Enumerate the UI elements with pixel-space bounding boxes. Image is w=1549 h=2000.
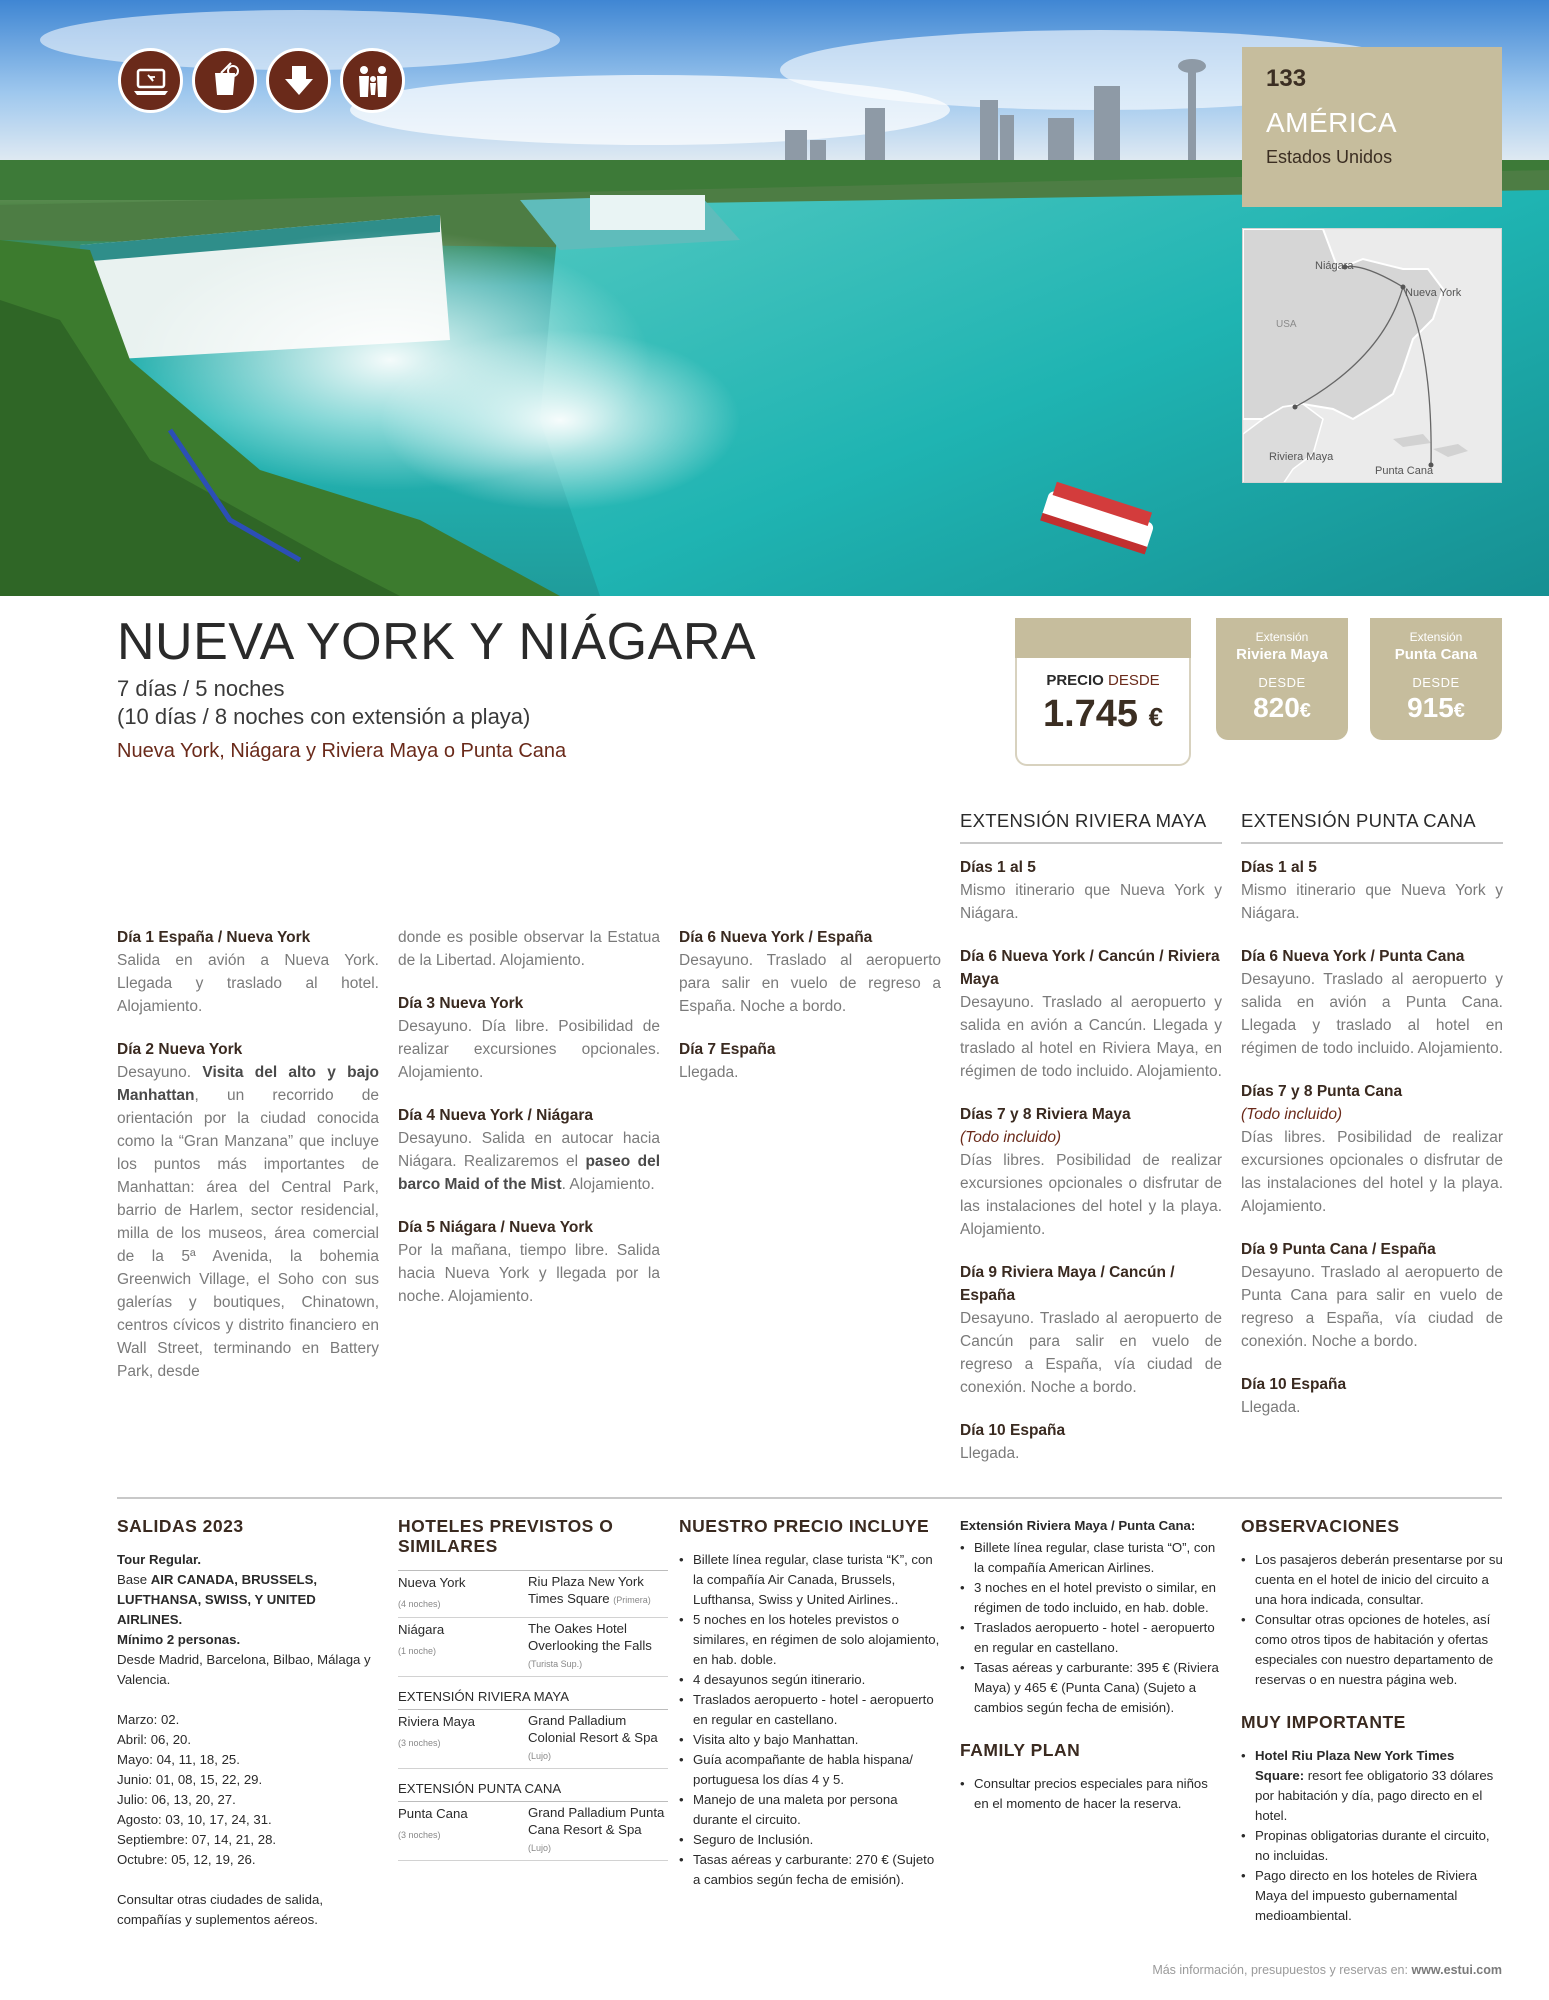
list-item: • Tasas aéreas y carburante: 395 € (Riviera Maya) y 465 € (Punta Cana) (Sujeto a cambios según fecha de emisión). [960,1658,1222,1718]
hotel-row: Niágara (1 noche) The Oakes Hotel Overlooking the Falls (Turista Sup.) [398,1618,668,1677]
list-item: • Billete línea regular, clase turista “K”, con la compañía Air Canada, Brussels, Lufthansa, Swiss y United Airlines.. [679,1550,941,1610]
hotel-row: Riviera Maya (3 noches) Grand Palladium Colonial Resort & Spa (Lujo) [398,1710,668,1769]
hotel-row: Punta Cana (3 noches) Grand Palladium Punta Cana Resort & Spa (Lujo) [398,1802,668,1861]
map-label-niagara: Niágara [1315,260,1354,272]
itinerary-day-5: Día 5 Niágara / Nueva York Por la mañana, tiempo libre. Salida hacia Nueva York y llegada por la noche. Alojamiento. [398,1219,660,1305]
route: Nueva York, Niágara y Riviera Maya o Punta Cana [117,740,567,762]
itinerary-day-6: Día 6 Nueva York / España Desayuno. Traslado al aeropuerto para salir en vuelo de regreso a España. Noche a bordo. [679,929,941,1015]
itinerary-day-7: Día 7 España Llegada. [679,1041,776,1081]
extension-incluye-section: Extensión Riviera Maya / Punta Cana: • Billete línea regular, clase turista “O”, con la compañía American Airlines. • 3 noches en el hotel previsto o similar, en régimen de todo incluido, en hab. doble. • Traslados aeropuerto - hotel - aeropuerto en regular en castellano. • Tasas aéreas y carburante: 395 € (Riviera Maya) y 465 € (Punta Cana) (Sujeto a cambios según fecha de emisión). FAMILY PLAN • Consultar precios especiales para niños en el momento de hacer la reserva. [960,1516,1222,1814]
family-plan-heading: FAMILY PLAN [960,1740,1081,1760]
route-map-graphic [1243,229,1502,483]
itinerary-day-4: Día 4 Nueva York / Niágara Desayuno. Salida en autocar hacia Niágara. Realizaremos el paseo del barco Maid of the Mist. Alojamiento. [398,1107,661,1193]
list-item: • Consultar otras opciones de hoteles, así como otros tipos de habitación y ofertas especiales con nuestro departamento de reservas o en nuestra página web. [1241,1610,1503,1690]
price-riviera-badge: Extensión Riviera Maya DESDE 820€ [1216,618,1348,740]
download-arrow-icon [266,48,331,113]
map-label-riviera-maya: Riviera Maya [1269,451,1334,463]
price-punta-badge: Extensión Punta Cana DESDE 915€ [1370,618,1502,740]
list-item: • Manejo de una maleta por persona durante el circuito. [679,1790,941,1830]
duration-extension: (10 días / 8 noches con extensión a playa) [117,704,531,729]
footer-note: Más información, presupuestos y reservas en: www.estui.com [1152,1963,1502,1977]
price-main-badge [1015,618,1191,766]
itinerary-col-2: donde es posible observar la Estatua de la Libertad. Alojamiento. Día 3 Nueva York Desayuno. Día libre. Posibilidad de realizar excursiones opcionales. Alojamiento. Día 4 Nueva York / Niágara Desayuno. Salida en autocar hacia Niágara. Realizaremos el paseo del barco Maid of the Mist. Alojamiento. Día 5 Niágara / Nueva York Por la mañana, tiempo libre. Salida hacia Nueva York y llegada por la noche. Alojamiento. [398,926,660,1328]
page-number: 133 [1266,65,1307,92]
list-item: • Visita alto y bajo Manhattan. [679,1730,941,1750]
family-icon [340,48,405,113]
price-label: PRECIO DESDE [1046,672,1160,689]
map-label-punta-cana: Punta Cana [1375,465,1434,477]
feature-icons [118,48,405,113]
price-value: 1.745 € [1042,693,1164,735]
list-item: • 4 desayunos según itinerario. [679,1670,941,1690]
region-label [1242,47,1502,207]
observaciones-section: OBSERVACIONES • Los pasajeros deberán presentarse por su cuenta en el hotel de inicio del circuito a una hora indicada, consultar. • Consultar otras opciones de hoteles, así como otros tipos de habitación y ofertas especiales con nuestro departamento de reservas o en nuestra página web. MUY IMPORTANTE • Hotel Riu Plaza New York Times Square: resort fee obligatorio 33 dólares por habitación y día, pago directo en el hotel. • Propinas obligatorias durante el circuito, no incluidas. • Pago directo en los hoteles de Riviera Maya del impuesto gubernamental medioambiental. [1241,1516,1503,1926]
hotel-row: Nueva York (4 noches) Riu Plaza New York Times Square (Primera) [398,1570,668,1618]
itinerary-day-2: Día 2 Nueva York Desayuno. Visita del alto y bajo Manhattan, un recorrido de orientación por la ciudad conocida como la “Gran Manzana” que incluye los puntos más importantes de Manhattan: área del Central Park, barrio de Harlem, sector residencial, milla de los museos, área comercial de la 5ª Avenida, la bohemia Greenwich Village, el Soho con sus galerías y boutiques, Chinatown, centros cívicos y distrito financiero en Wall Street, terminando en Battery Park, desde [117,1041,379,1380]
salidas-fechas: Marzo: 02. Abril: 06, 20. Mayo: 04, 11, 18, 25. Junio: 01, 08, 15, 22, 29. Julio: 06, 13, 20, 27. Agosto: 03, 10, 17, 24, 31. Septiembre: 07, 14, 21, 28. Octubre: 05, 12, 19, 26. [117,1712,277,1867]
footer-link[interactable]: www.estui.com [1411,1963,1502,1977]
itinerary-col-1 [117,926,379,1403]
list-item: • Traslados aeropuerto - hotel - aeropuerto en regular en castellano. [679,1690,941,1730]
incluye-section: NUESTRO PRECIO INCLUYE • Billete línea regular, clase turista “K”, con la compañía Air Canada, Brussels, Lufthansa, Swiss y United Airlines.. • 5 noches en los hoteles previstos o similares, en régimen de solo alojamiento, en hab. doble. • 4 desayunos según itinerario. • Traslados aeropuerto - hotel - aeropuerto en regular en castellano. • Visita alto y bajo Manhattan. • Guía acompañante de habla hispana/ portuguesa los días 4 y 5. • Manejo de una maleta por persona durante el circuito. • Seguro de Inclusión. • Tasas aéreas y carburante: 270 € (Sujeto a cambios según fecha de emisión). [679,1516,941,1890]
list-item: • Traslados aeropuerto - hotel - aeropuerto en regular en castellano. [960,1618,1222,1658]
section-divider [117,1497,1502,1499]
country-name: Estados Unidos [1266,147,1393,167]
itinerary-col-3 [679,926,941,1104]
list-item: • Pago directo en los hoteles de Riviera Maya del impuesto gubernamental medioambiental. [1241,1866,1503,1926]
list-item: • Hotel Riu Plaza New York Times Square: resort fee obligatorio 33 dólares por habitación y día, pago directo en el hotel. [1241,1746,1503,1826]
ext-punta-heading: EXTENSIÓN PUNTA CANA [1241,810,1503,844]
importante-heading: MUY IMPORTANTE [1241,1712,1406,1732]
hoteles-section: HOTELES PREVISTOS O SIMILARES Nueva York (4 noches) Riu Plaza New York Times Square (Primera) Niágara (1 noche) The Oakes Hotel Overlooking the Falls (Turista Sup.) EXTENSIÓN RIVIERA MAYA Riviera Maya (3 noches) Grand Palladium Colonial Resort & Spa (Lujo) EXTENSIÓN PUNTA CANA Punta Cana (3 noches) Grand Palladium Punta Cana Resort & Spa (Lujo) [398,1516,668,1861]
laptop-icon [118,48,183,113]
salidas-section: SALIDAS 2023 Tour Regular. Base AIR CANADA, BRUSSELS, LUFTHANSA, SWISS, Y UNITED AIRLINES. Mínimo 2 personas. Desde Madrid, Barcelona, Bilbao, Málaga y Valencia. Marzo: 02. Abril: 06, 20. Mayo: 04, 11, 18, 25. Junio: 01, 08, 15, 22, 29. Julio: 06, 13, 20, 27. Agosto: 03, 10, 17, 24, 31. Septiembre: 07, 14, 21, 28. Octubre: 05, 12, 19, 26. Consultar otras ciudades de salida, compañías y suplementos aéreos. [117,1516,379,1930]
list-item: • Seguro de Inclusión. [679,1830,941,1850]
list-item: • 3 noches en el hotel previsto o similar, en régimen de todo incluido, en hab. doble. [960,1578,1222,1618]
ext-punta-col: Días 1 al 5 Mismo itinerario que Nueva York y Niágara. Día 6 Nueva York / Punta Cana Desayuno. Traslado al aeropuerto y salida en avión a Punta Cana. Llegada y traslado al hotel en régimen de todo incluido. Alojamiento. Días 7 y 8 Punta Cana (Todo incluido) Días libres. Posibilidad de realizar excursiones opcionales o disfrutar de las instalaciones del hotel y la playa. Alojamiento. Día 9 Punta Cana / España Desayuno. Traslado al aeropuerto de Punta Cana para salir en vuelo de regreso a España, vía ciudad de conexión. Noche a bordo. Día 10 España Llegada. [1241,859,1503,1416]
list-item: • Los pasajeros deberán presentarse por su cuenta en el hotel de inicio del circuito a una hora indicada, consultar. [1241,1550,1503,1610]
region-name: AMÉRICA [1266,107,1398,138]
cocktail-icon [192,48,257,113]
route-map [1242,228,1502,483]
itinerary-day-1: Día 1 España / Nueva York Salida en avión a Nueva York. Llegada y traslado al hotel. Alojamiento. [117,929,379,1015]
ext-riviera-heading: EXTENSIÓN RIVIERA MAYA [960,810,1222,844]
duration: 7 días / 5 noches [117,676,285,701]
list-item: • 5 noches en los hoteles previstos o similares, en régimen de solo alojamiento, en hab. doble. [679,1610,941,1670]
hero-image [0,0,1549,596]
list-item: • Tasas aéreas y carburante: 270 € (Sujeto a cambios según fecha de emisión). [679,1850,941,1890]
map-label-usa: USA [1276,319,1297,330]
itinerary-day-3: Día 3 Nueva York Desayuno. Día libre. Posibilidad de realizar excursiones opcionales. Alojamiento. [398,995,660,1081]
ext-riviera-col: Días 1 al 5 Mismo itinerario que Nueva York y Niágara. Día 6 Nueva York / Cancún / Riviera Maya Desayuno. Traslado al aeropuerto y salida en avión a Cancún. Llegada y traslado al hotel en Riviera Maya, en régimen de todo incluido. Alojamiento. Días 7 y 8 Riviera Maya (Todo incluido) Días libres. Posibilidad de realizar excursiones opcionales o disfrutar de las instalaciones del hotel y la playa. Alojamiento. Día 9 Riviera Maya / Cancún / España Desayuno. Traslado al aeropuerto de Cancún para salir en vuelo de regreso a España, vía ciudad de conexión. Noche a bordo. Día 10 España Llegada. [960,859,1222,1462]
list-item: • Guía acompañante de habla hispana/ portuguesa los días 4 y 5. [679,1750,941,1790]
list-item: • Propinas obligatorias durante el circuito, no incluidas. [1241,1826,1503,1866]
list-item: • Billete línea regular, clase turista “O”, con la compañía American Airlines. [960,1538,1222,1578]
page-title: NUEVA YORK Y NIÁGARA [117,613,757,671]
map-label-nueva-york: Nueva York [1405,287,1462,299]
list-item: • Consultar precios especiales para niños en el momento de hacer la reserva. [960,1774,1222,1814]
